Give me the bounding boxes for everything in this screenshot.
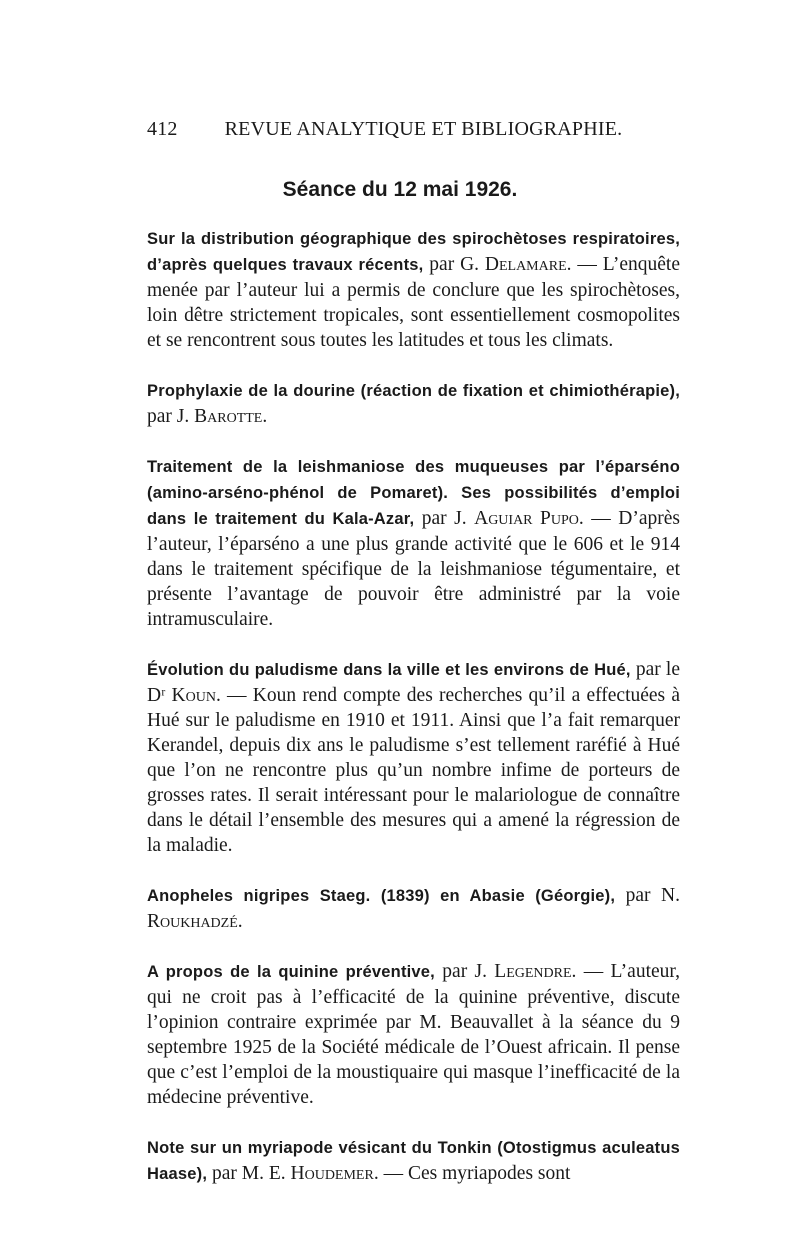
entry-author: Aguiar Pupo [474, 508, 579, 529]
entry-title: Évolution du paludisme dans la ville et les environs de Hué, [147, 661, 631, 679]
running-head [147, 118, 680, 141]
entry-title: Note sur un myriapode vésicant du Tonkin (Otostigmus aculeatus Haase), [147, 1139, 680, 1183]
page-number: 412 [147, 118, 178, 140]
entry-title: A propos de la quinine préventive, [147, 963, 435, 981]
entry-by: par M. E. [207, 1163, 291, 1184]
entry-title: Sur la distribution géographique des spirochètoses respiratoires, d’après quelques travaux récents, [147, 230, 680, 274]
entry-author: Barotte [194, 406, 263, 427]
entry-title: Anopheles nigripes Staeg. (1839) en Abasie (Géorgie), [147, 887, 616, 905]
abstract-entry [147, 959, 680, 1110]
entry-author: Houdemer [290, 1163, 374, 1184]
article-body [147, 226, 680, 1187]
entry-by: par G. [423, 254, 485, 275]
entry-summary: . [237, 911, 243, 932]
entry-author: Roukhadzé [147, 911, 238, 932]
entry-author: Koun [171, 685, 216, 706]
entry-summary: . — L’enquête menée par l’auteur lui a permis de conclure que les spirochètoses, loin dêtre strictement tropicales, sont essentiellement cosmopolites et se rencontrent sous toutes les latitudes et tous les climats. [147, 254, 680, 351]
entry-summary: . [262, 406, 268, 427]
entry-by: par J. [434, 961, 495, 982]
entry-title: Traitement de la leishmaniose des muqueuses par l’éparséno (amino-arséno-phénol de Pomaret). Ses possibilités d’emploi dans le traitement du Kala-Azar, [147, 458, 680, 528]
entry-summary: . — Ces myriapodes sont [373, 1163, 571, 1184]
abstract-entry [147, 1135, 680, 1187]
abstract-entry [147, 226, 680, 353]
running-title: REVUE ANALYTIQUE ET BIBLIOGRAPHIE. [224, 118, 623, 140]
entry-summary: . — Koun rend compte des recherches qu’il a effectuées à Hué sur le paludisme en 1910 et 1911. Ainsi que l’a fait remarquer Kerandel, depuis dix ans le paludisme s’est tellement raréfié à Hué que l’on ne rencontre plus qu’un nombre infime de porteurs de grosses rates. Il serait intéressant pour le malariologue de connaître dans le détail l’ensemble des mesures qui a amené la régression de la maladie. [147, 685, 681, 856]
entry-by: par N. [615, 885, 680, 906]
entry-summary: . — D’après l’auteur, l’éparséno a une plus grande activité que le 606 et le 914 dans le traitement spécifique de la leishmaniose tégumentaire, et présente l’avantage de pouvoir être administré par la voie intramusculaire. [147, 508, 680, 630]
abstract-entry [147, 657, 680, 858]
entry-author: Delamare [484, 254, 567, 275]
entry-author: Legendre [494, 961, 572, 982]
abstract-entry [147, 378, 680, 429]
entry-by: par J. [414, 508, 475, 529]
abstract-entry [147, 454, 680, 632]
abstract-entry [147, 883, 680, 934]
entry-title: Prophylaxie de la dourine (réaction de fixation et chimiothérapie), [147, 382, 680, 400]
entry-by: par J. [147, 406, 195, 427]
entry-summary: . — L’auteur, qui ne croit pas à l’efficacité de la quinine préventive, discute l’opinion contraire exprimée par M. Beauvallet à la séance du 9 septembre 1925 de la Société médicale de l’Ouest africain. Il pense que c’est l’emploi de la moustiquaire qui masque l’inefficacité de la médecine préventive. [147, 961, 680, 1108]
entry-by: par le Dʳ [147, 659, 680, 706]
session-title: Séance du 12 mai 1926. [282, 178, 518, 201]
